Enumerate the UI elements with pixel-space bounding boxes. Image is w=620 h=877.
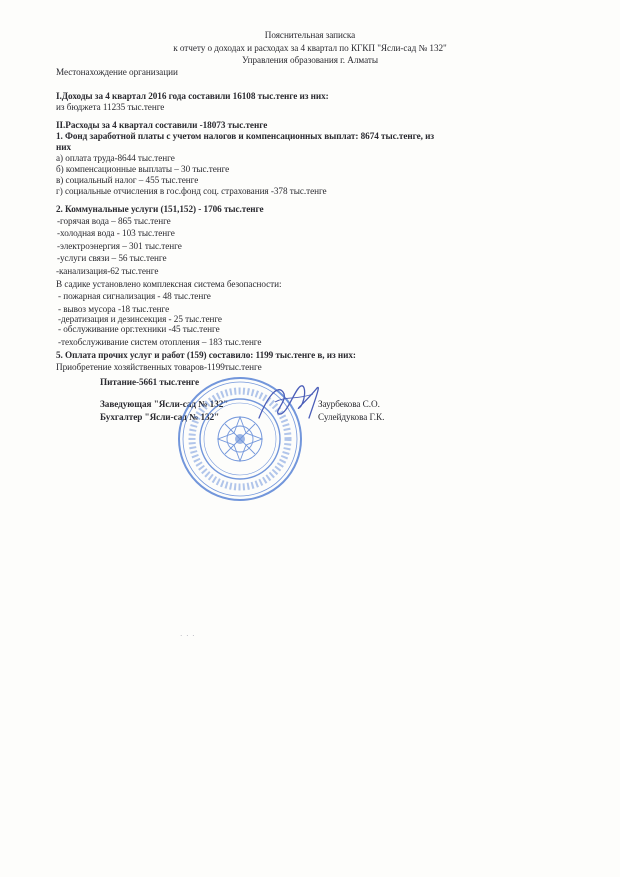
payroll-heading-cont: них: [56, 142, 72, 152]
payroll-item: а) оплата труда-8644 тыс.тенге: [56, 153, 175, 163]
utilities-item: -горячая вода – 865 тыс.тенге: [57, 216, 171, 226]
head-signature-name: Заурбекова С.О.: [318, 399, 380, 409]
scan-artifact: · · ·: [180, 632, 196, 640]
utilities-item: -электроэнергия – 301 тыс.тенге: [57, 241, 182, 251]
payroll-heading: 1. Фонд заработной платы с учетом налогов и компенсационных выплат: 8674 тыс.тенге, из: [56, 131, 435, 141]
document-subtitle: к отчету о доходах и расходах за 4 квартал по КГКП "Ясли-сад № 132": [173, 43, 447, 53]
payroll-item: г) социальные отчисления в гос.фонд соц. страхования -378 тыс.тенге: [56, 186, 327, 196]
utilities-item: -услуги связи – 56 тыс.тенге: [57, 253, 167, 263]
other-services-item: Приобретение хозяйственных товаров-1199тыс.тенге: [56, 362, 262, 372]
security-item: - обслуживание орг.техники -45 тыс.тенге: [58, 324, 220, 334]
security-item: - пожарная сигнализация - 48 тыс.тенге: [58, 291, 211, 301]
security-heading: В садике установлено комплексная система безопасности:: [56, 279, 282, 289]
income-budget: из бюджета 11235 тыс.тенге: [56, 102, 165, 112]
food-expense: Питание-5661 тыс.тенге: [100, 377, 200, 387]
payroll-item: б) компенсационные выплаты – 30 тыс.тенге: [56, 164, 230, 174]
department-line: Управления образования г. Алматы: [241, 55, 378, 65]
security-item: -дератизация и дезинсекция - 25 тыс.тенге: [58, 314, 222, 324]
accountant-signature-name: Сулейдукова Г.К.: [318, 412, 385, 422]
other-services-heading: 5. Оплата прочих услуг и работ (159) составило: 1199 тыс.тенге в, из них:: [56, 350, 356, 360]
signature-scribble-icon: [255, 378, 325, 426]
utilities-item: -канализация-62 тыс.тенге: [56, 266, 159, 276]
expenses-heading: II.Расходы за 4 квартал составили -18073 тыс.тенге: [56, 120, 268, 130]
document-title: Пояснительная записка: [264, 30, 356, 40]
security-item: -техобслуживание систем отопления – 183 тыс.тенге: [58, 337, 262, 347]
security-item: - вывоз мусора -18 тыс.тенге: [58, 304, 170, 314]
utilities-item: -холодная вода - 103 тыс.тенге: [57, 228, 175, 238]
head-signature-label: Заведующая "Ясли-сад № 132": [100, 399, 229, 409]
income-heading: I.Доходы за 4 квартал 2016 года составили 16108 тыс.тенге из них:: [56, 91, 329, 101]
payroll-item: в) социальный налог – 455 тыс.тенге: [56, 175, 199, 185]
accountant-signature-label: Бухгалтер "Ясли-сад № 132": [100, 412, 220, 422]
location-label: Местонахождение организации: [56, 67, 178, 77]
utilities-heading: 2. Коммунальные услуги (151,152) - 1706 тыс.тенге: [56, 204, 264, 214]
